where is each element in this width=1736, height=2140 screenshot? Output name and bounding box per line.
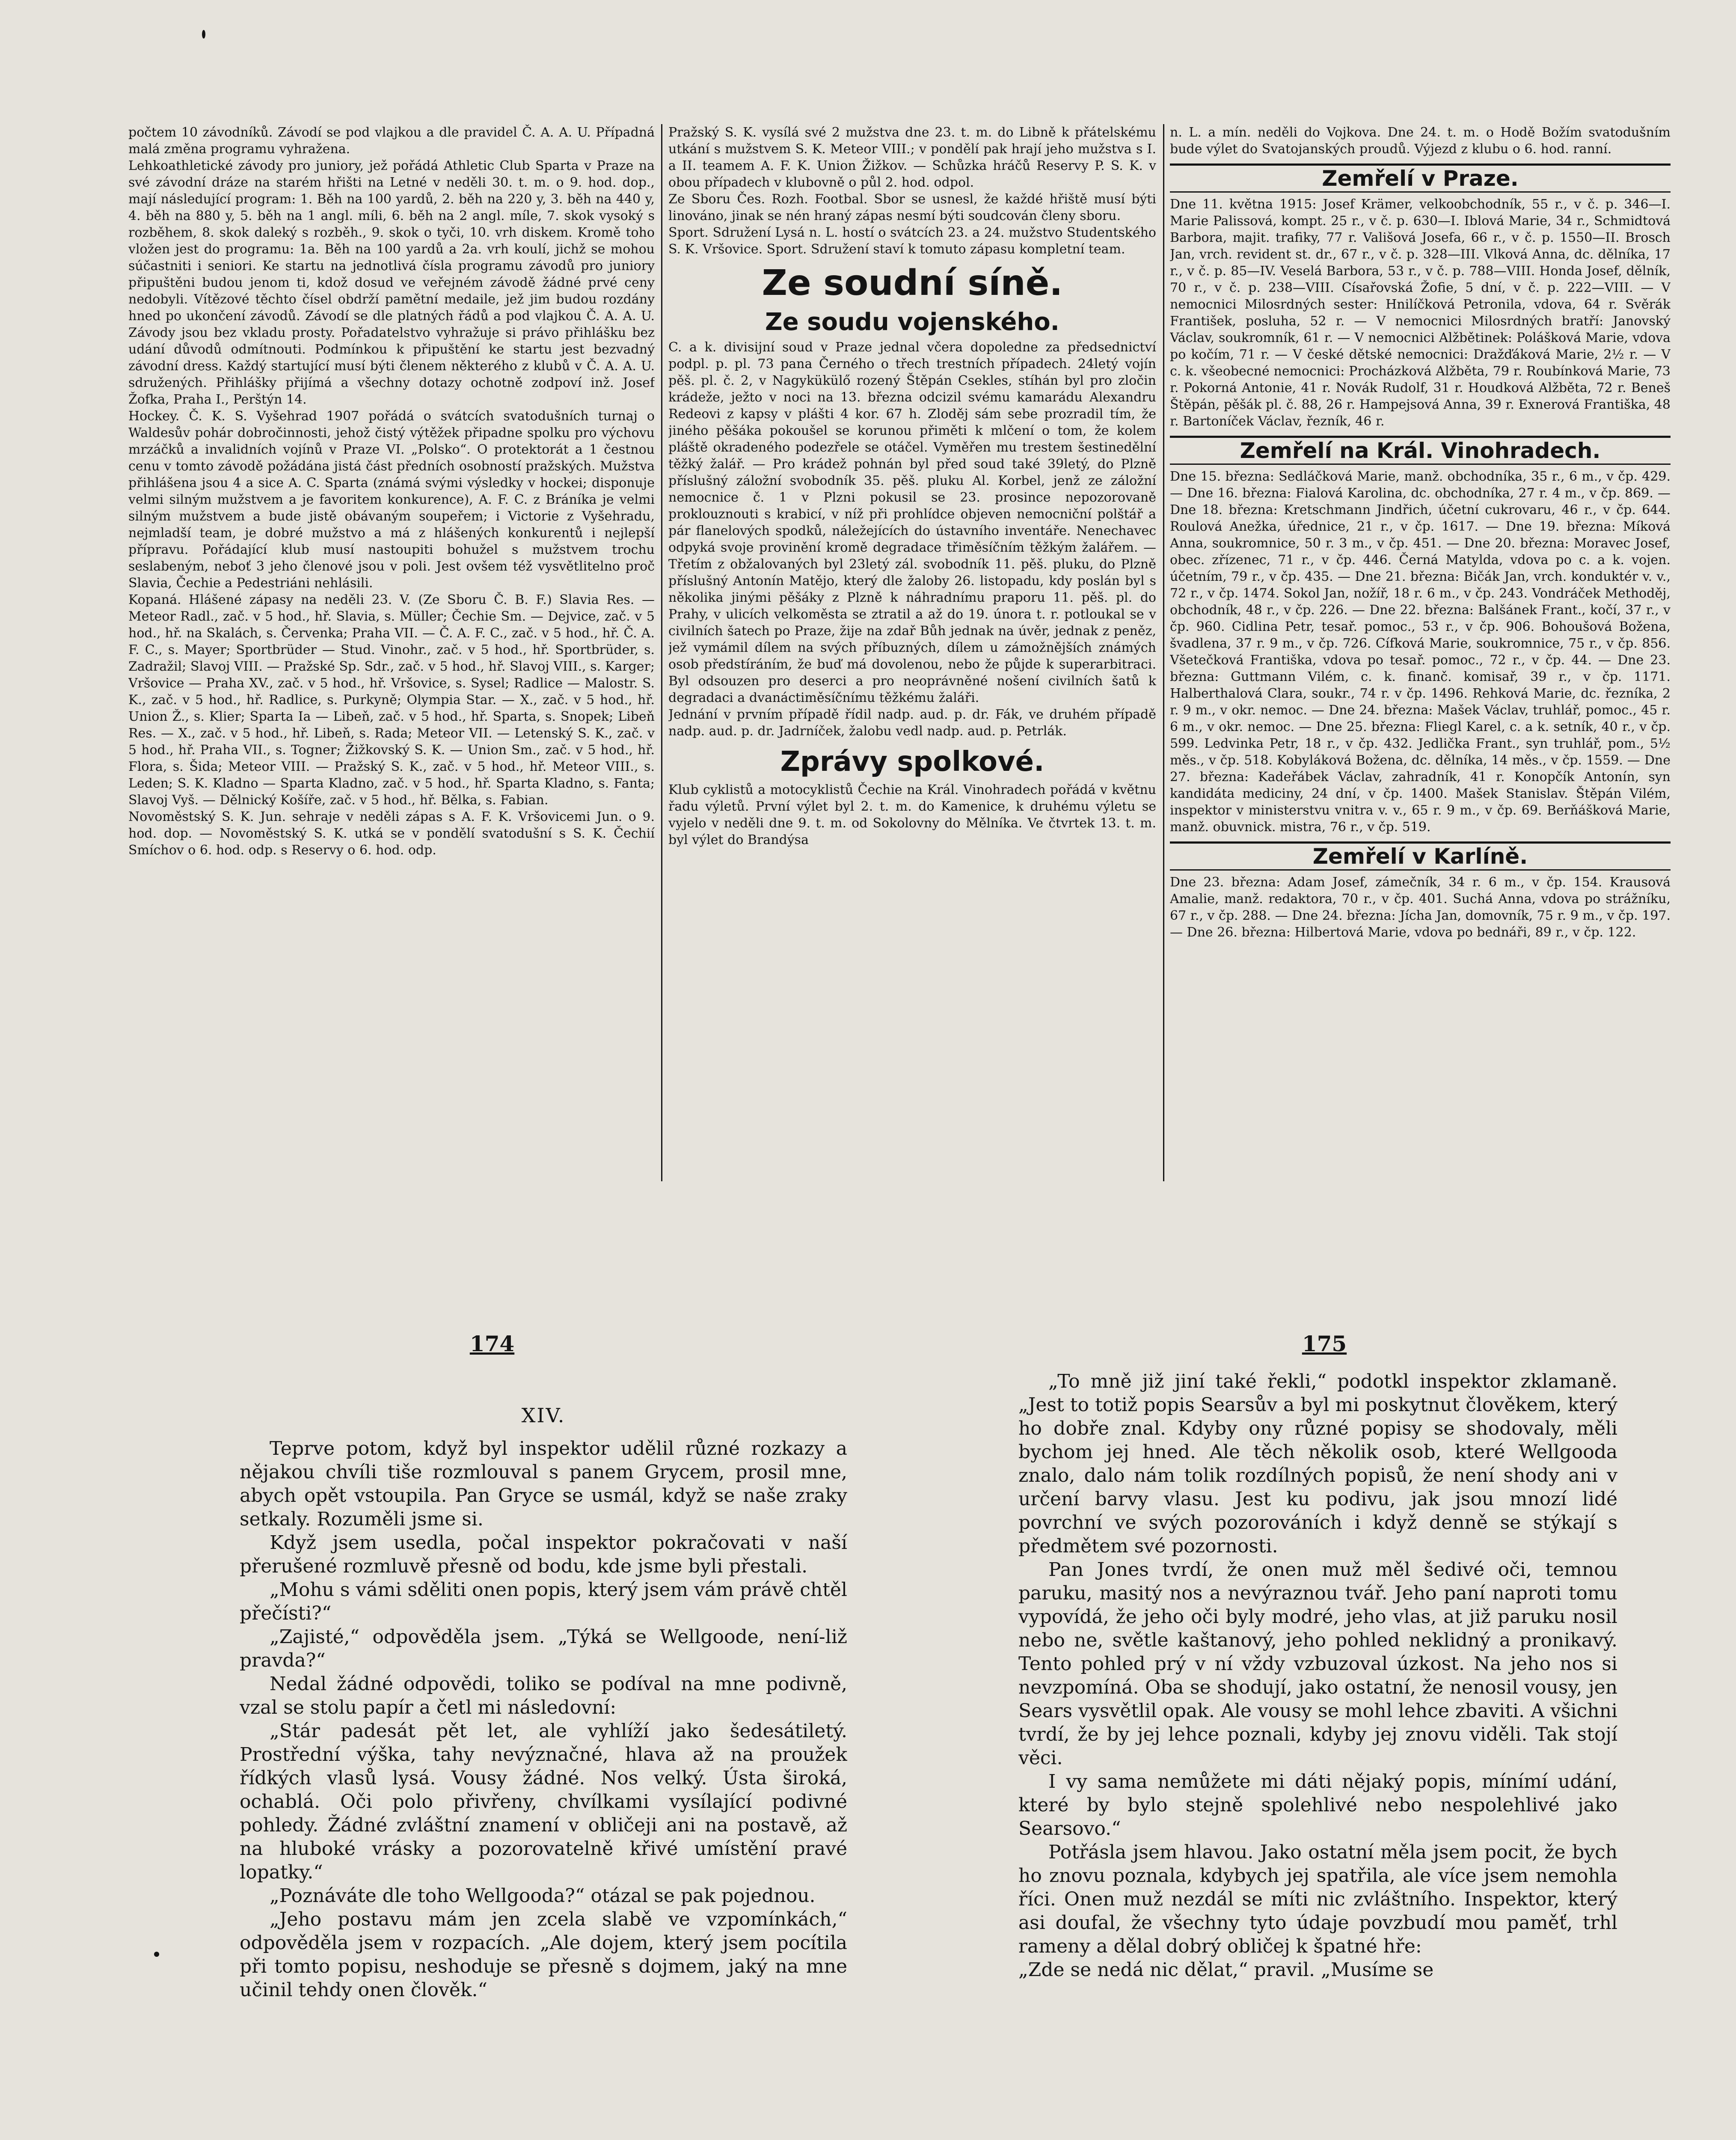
- newspaper-column-2: [668, 124, 1156, 1186]
- referees-notice: Ze Sboru Čes. Rozh. Footbal. Sbor se usnesl, že každé hřiště musí býti linováno, jinak se nén hraný zápas nesmí býti soudcován členy sboru.: [668, 192, 1156, 223]
- athletics-article: Lehkoathletické závody pro juniory, jež pořádá Athletic Club Sparta v Praze na své závodní dráze na starém hřišti na Letné v neděli 30. t. m. o 9. hod. dop., mají následující program: 1. Běh na 100 yardů, 2. běh na 220 y, 3. běh na 440 y, 4. běh na 880 y, 5. běh na 1 angl. míli, 6. běh na 2 angl. míle, 7. skok vysoký s rozběhem, 8. skok daleký s rozběh., 9. skok o tyči, 10. vrh diskem. Kromě toho vložen jest do programu: 1a. Běh na 100 yardů a 2a. vrh koulí, jichž se mohou súčastniti i seniori. Ke startu na jednotlivá čísla programu závodů pro juniory připuštěni budou jenom ti, kdož dosud ve veřejném závodě žádné prvé ceny nedobyli. Vítězové těchto čísel obdrží pamětní medaile, jež jim budou rozdány hned po ukončení závodů. Závodí se dle platných řádů a pod vlajkou Č. A. A. U. Závody jsou bez vkladu prosty. Pořadatelstvo vyhražuje si právo přihlášku bez udání důvodů odmítnouti. Podmínkou k připuštění ke startu jest bezvadný závodní dress. Každý startující musí býti členem některého z klubů v Č. A. A. U. sdružených. Přihlášky přijímá a všechny dotazy ochotně zodpoví inž. Josef Žofka, Praha I., Perštýn 14.: [128, 158, 655, 407]
- newspaper-column-3: [1170, 124, 1671, 1186]
- trip-notice-end: n. L. a mín. neděli do Vojkova. Dne 24. t. m. o Hodě Božím svatodušním bude výlet do Svatojanských proudů. Výjezd z klubu o 6. hod. ranní.: [1170, 125, 1671, 157]
- deaths-prague-heading: Zemřelí v Praze.: [1170, 163, 1671, 193]
- book-paragraph: Potřásla jsem hlavou. Jako ostatní měla jsem pocit, že bych ho znovu poznala, kdybych jej spatřila, ale více jsem nemohla říci. Onen muž nezdál se míti nic zvláštního. Inspektor, který asi doufal, že všechny tyto údaje povzbudí mou paměť, trhl rameny a dělal dobrý obličej k špatné hře:: [1018, 1841, 1617, 1957]
- book-paragraph: „Zajisté,“ odpověděla jsem. „Týká se Wellgoode, není-liž pravda?“: [240, 1626, 847, 1671]
- court-report: C. a k. divisijní soud v Praze jednal včera dopoledne za předsednictví podpl. p. pl. 73 pana Černého o třech trestních případech. 24letý vojín pěš. pl. č. 2, v Nagykükülő rozený Štěpán Csekles, stíhán byl pro zločin krádeže, ježto v noci na 13. března odcizil svému kamarádu Alexandru Redeovi z kapsy v plášti 4 kor. 67 h. Zloděj sám sebe prozradil tím, že jiného pěšáka pokoušel se korunou přiměti k mlčení o tom, že kolem pláště okradeného podezřele se otáčel. Vyměřen mu trestem šestinedělní těžký žalář. — Pro krádež pohnán byl před soud také 39letý, do Plzně příslušný záložní svobodník 35. pěš. pluku Al. Korbel, jenž ze záložní nemocnice č. 1 v Plzni pokusil se 23. prosince nepozorovaně proklouznouti s krabicí, v níž při prohlídce objeven nemocniční polštář a pár flanelových spodků, náležejících do ústavního inventáře. Nenechavec odpyká svoje provinění kromě degradace třiměsíčním těžkým žalářem. — Třetím z obžalovaných byl 23letý zál. svobodník 11. pěš. pluku, do Plzně příslušný Antonín Matějo, který dle žaloby 26. listopadu, kdy poslán byl s několika jinými pěšáky z Plzně k náhradnímu praporu 11. pěš. pl. do Prahy, v ulicích velkoměsta se ztratil a až do 19. února t. r. potloukal se v civilních šatech po Praze, žije na zdař Bůh jednak na úvěr, jednak z peněz, jež vymámil dílem na svých příbuzných, dílem u zámožnějších známých osob předstíráním, že buď má dovolenou, nebo že půjde k superarbitraci. Byl odsouzen pro deserci a pro neoprávněné nošení civilních šatů k degradaci a dvanáctiměsíčnímu těžkému žaláři.: [668, 340, 1156, 705]
- book-paragraph: „Zde se nedá nic dělat,“ pravil. „Musíme se: [1018, 1959, 1434, 1981]
- book-paragraph: Pan Jones tvrdí, že onen muž měl šedivé oči, temnou paruku, masitý nos a nevýraznou tvář. Jeho paní naproti tomu vypovídá, že jeho oči byly modré, jeho vlas, at již paruku nosil nebo ne, světle kaštanový, jeho pohled neklidný a pronikavý. Tento pohled prý v ní vždy vzbuzoval úzkost. Na jeho nos si nevzpomíná. Oba se shodují, jako ostatní, že nenosil vousy, jen Sears vysvětlil opak. Ale vousy se mohl lehce zbaviti. A všichni tvrdí, že by jej lehce poznali, kdyby jej znovu viděli. Tak stojí věci.: [1018, 1559, 1617, 1769]
- column-rule-1: [661, 124, 662, 1181]
- deaths-karlin-heading: Zemřelí v Karlíně.: [1170, 841, 1671, 871]
- book-paragraph: Teprve potom, když byl inspektor udělil různé rozkazy a nějakou chvíli tiše rozmlouval s panem Grycem, prosil mne, abych opět vstoupila. Pan Gryce se usmál, když se naše zraky setkaly. Rozuměli jsme si.: [240, 1438, 847, 1530]
- chapter-number: XIV.: [521, 1404, 566, 1427]
- book-paragraph: „To mně již jiní také řekli,“ podotkl inspektor zklamaně. „Jest to totiž popis Searsův a byl mi poskytnut člověkem, který ho dobře znal. Kdyby ony různé popisy se shodovaly, měli bychom jej hned. Ale těch několik osob, které Wellgooda znalo, dalo nám tolik rozdílných popisů, že není shody ani v určení barvy vlasu. Jest ku podivu, jak jsou mnozí lidé povrchní ve svých pozorováních i když denně se stýkají s předmětem své pozornosti.: [1018, 1370, 1617, 1557]
- deaths-prague-list: Dne 11. května 1915: Josef Krämer, velkoobchodník, 55 r., v č. p. 346—I. Marie Palissová, kompt. 25 r., v č. p. 630—I. Iblová Marie, 34 r., Schmidtová Barbora, majit. trafiky, 77 r. Vališová Josefa, 66 r., v č. p. 1550—II. Brosch Jan, vrch. revident st. dr., 67 r., v č. p. 328—III. Vlková Anna, dc. dělníka, 17 r., v č. p. 85—IV. Veselá Barbora, 53 r., v č. p. 788—VIII. Honda Josef, dělník, 70 r., v č. p. 238—VIII. Císařovská Žofie, 5 dní, v č. p. 222—VIII. — V nemocnici Milosrdných sester: Hnilíčková Petronila, vdova, 64 r. Svěrák František, posluha, 52 r. — V nemocnici Milosrdných bratří: Janovský Václav, soukromník, 61 r. — V nemocnici Alžbětinek: Polášková Marie, vdova po kočím, 71 r. — V české dětské nemocnici: Dražďáková Marie, 2½ r. — V c. k. všeobecné nemocnici: Procházková Alžběta, 79 r. Roubínková Marie, 73 r. Pokorná Antonie, 41 r. Novák Rudolf, 31 r. Houdková Alžběta, 72 r. Beneš Štěpán, pěšák pl. č. 88, 26 r. Hampejsová Anna, 39 r. Exnerová Františka, 48 r. Bartoníček Václav, řezník, 46 r.: [1170, 197, 1671, 429]
- hockey-article: Hockey. Č. K. S. Vyšehrad 1907 pořádá o svátcích svatodušních turnaj o Waldesův pohár dobročinnosti, jehož čistý výtěžek připadne spolku pro výchovu mrzáčků a invalidních vojínů v Praze VI. „Polsko“. O protektorát a 1 čestnou cenu v tomto závodě požádána jistá část předních osobností pražských. Mužstva přihlášena jsou 4 a sice A. C. Sparta (známá svými výsledky v hockei; disponuje velmi silným mužstvem a je favoritem konkurence), A. F. C. z Bráníka je velmi silným mužstvem a bude jistě obávaným soupeřem; i Victorie z Vyšehradu, nejmladší team, je dobré mužstvo a má z hlášených konkurentů i nejlepší přípravu. Pořádající klub musí nastoupiti bohužel s mužstvem trochu seslabeným, neboť 3 jeho členové jsou v poli. Jest ovšem též vysvětlitelno proč Slavia, Čechie a Pedestriáni nehlásili.: [128, 409, 655, 591]
- book-paragraph: I vy sama nemůžete mi dáti nějaký popis, mínímí udání, které by bylo stejně spolehlivé nebo nespolehlivé jako Searsovo.“: [1018, 1771, 1617, 1840]
- book-paragraph: „Jeho postavu mám jen zcela slabě ve vzpomínkách,“ odpověděla jsem v rozpacích. „Ale dojem, který jsem pocítila při tomto popisu, neshoduje se přesně s dojmem, jaký na mne učinil tehdy onen člověk.“: [240, 1908, 847, 2001]
- left-page-number: 174: [469, 1331, 515, 1356]
- newspaper-column-1: [128, 124, 655, 1186]
- cyclists-club-notice: Klub cyklistů a motocyklistů Čechie na Král. Vinohradech pořádá v květnu řadu výletů. První výlet byl 2. t. m. do Kamenice, k druhému výletu se vyjelo v neděli dne 9. t. m. od Sokolovny do Mělníka. Ve čtvrtek 13. t. m. byl výlet do Brandýsa: [668, 782, 1156, 847]
- prazsky-sk-notice: Pražský S. K. vysílá své 2 mužstva dne 23. t. m. do Libně k přátelskému utkání s mužstvem S. K. Meteor VIII.; v pondělí pak hrají jeho mužstva s I. a II. teamem A. F. K. Union Žižkov. — Schůzka hráčů Reservy P. S. K. v obou případech v klubovně o půl 2. hod. odpol.: [668, 125, 1156, 190]
- book-right-page: [1018, 1370, 1617, 2140]
- book-paragraph: Když jsem usedla, počal inspektor pokračovati v naší přerušené rozmluvě přesně od bodu, kde jsme byli přestali.: [240, 1532, 847, 1577]
- football-fixtures: Kopaná. Hlášené zápasy na neděli 23. V. (Ze Sboru Č. B. F.) Slavia Res. — Meteor Radl., zač. v 5 hod., hř. Slavia, s. Müller; Čechie Sm. — Dejvice, zač. v 5 hod., hř. na Skalách, s. Červenka; Praha VII. — Č. A. F. C., zač. v 5 hod., hř. Č. A. F. C., s. Mayer; Sportbrüder — Stud. Vinohr., zač. v 5 hod., hř. Sportbrüder, s. Zadražil; Slavoj VIII. — Pražské Sp. Sdr., zač. v 5 hod., hř. Slavoj VIII., s. Karger; Vršovice — Praha XV., zač. v 5 hod., hř. Vršovice, s. Sysel; Radlice — Malostr. S. K., zač. v 5 hod., hř. Radlice, s. Purkyně; Olympia Star. — X., zač. v 5 hod., hř. Union Ž., s. Klier; Sparta Ia — Libeň, zač. v 5 hod., hř. Sparta, s. Snopek; Libeň Res. — X., zač. v 5 hod., hř. Libeň, s. Rada; Meteor VII. — Letenský S. K., zač. v 5 hod., hř. Praha VII., s. Togner; Žižkovský S. K. — Union Sm., zač. v 5 hod., hř. Flora, s. Šida; Meteor VIII. — Pražský S. K., zač. v 5 hod., hř. Meteor VIII., s. Leden; S. K. Kladno — Sparta Kladno, zač. v 5 hod., hř. Sparta Kladno, s. Fanta; Slavoj Vyš. — Dělnický Košíře, zač. v 5 hod., hř. Bělka, s. Fabian.: [128, 592, 655, 808]
- scan-speck: [154, 1952, 159, 1957]
- military-court-heading: Ze soudu vojenského.: [765, 308, 1059, 336]
- deaths-vinohrady-heading: Zemřelí na Král. Vinohradech.: [1170, 436, 1671, 465]
- book-paragraph: Nedal žádné odpovědi, toliko se podíval na mne podivně, vzal se stolu papír a četl mi následovní:: [240, 1673, 847, 1718]
- sport-notice-end: počtem 10 závodníků. Závodí se pod vlajkou a dle pravidel Č. A. A. U. Případná malá změna programu vyhražena.: [128, 125, 655, 157]
- book-left-page: [240, 1400, 847, 2140]
- column-rule-2: [1163, 124, 1164, 1181]
- book-paragraph: „Stár padesát pět let, ale vyhlíží jako šedesátiletý. Prostřední výška, tahy nevýznačné, hlava až na proužek řídkých vlasů lysá. Vousy žádné. Nos velký. Ústa široká, ochablá. Oči polo přivřeny, chvílkami vysílající podivné pohledy. Žádné zvláštní znamení v obličeji ani na postavě, až na hluboké vrásky a pozorovatelně křivé umístění pravé lopatky.“: [240, 1720, 847, 1883]
- court-officials: Jednání v prvním případě řídil nadp. aud. p. dr. Fák, ve druhém případě nadp. aud. p. dr. Jadrníček, žalobu vedl nadp. aud. p. Petrlák.: [668, 707, 1156, 739]
- club-notice: Novoměstský S. K. Jun. sehraje v neděli zápas s A. F. K. Vršovicemi Jun. o 9. hod. dop. — Novoměstský S. K. utká se v pondělí svatodušní s S. K. Čechií Smíchov o 6. hod. odp. s Reservy o 6. hod. odp.: [128, 809, 655, 858]
- deaths-karlin-list: Dne 23. března: Adam Josef, zámečník, 34 r. 6 m., v čp. 154. Krausová Amalie, manž. redaktora, 70 r., v čp. 401. Suchá Anna, vdova po strážníku, 67 r., v čp. 288. — Dne 24. března: Jícha Jan, domovník, 75 r. 9 m., v čp. 197. — Dne 26. března: Hilbertová Marie, vdova po bednáři, 89 r., v čp. 122.: [1170, 875, 1671, 940]
- book-paragraph: „Mohu s vámi sděliti onen popis, který jsem vám právě chtěl přečísti?“: [240, 1579, 847, 1624]
- deaths-vinohrady-list: Dne 15. března: Sedláčková Marie, manž. obchodníka, 35 r., 6 m., v čp. 429. — Dne 16. března: Fialová Karolina, dc. obchodníka, 27 r. 4 m., v čp. 869. — Dne 18. března: Kretschmann Jindřich, účetní cukrovaru, 46 r., v čp. 644. Roulová Anežka, úřednice, 21 r., v čp. 1617. — Dne 19. března: Míková Anna, soukromnice, 50 r. 3 m., v čp. 451. — Dne 20. března: Moravec Josef, obec. zřízenec, 71 r., v čp. 446. Černá Matylda, vdova po c. a k. vojen. účetním, 79 r., v čp. 435. — Dne 21. března: Bičák Jan, vrch. konduktér v. v., 72 r., v čp. 1474. Sokol Jan, nožíř, 18 r. 6 m., v čp. 243. Vondráček Methoděj, obchodník, 48 r., v čp. 226. — Dne 22. března: Balšánek Frant., kočí, 37 r., v čp. 960. Cidlina Petr, tesař. pomoc., 53 r., v čp. 906. Bohoušová Božena, švadlena, 37 r. 9 m., v čp. 726. Cífková Marie, soukromnice, 75 r., v čp. 856. Všetečková Františka, vdova po tesař. pomoc., 72 r., v čp. 44. — Dne 23. března: Guttmann Vilém, c. k. finanč. komisař, 39 r., v čp. 1171. Halberthalová Clara, soukr., 74 r. v čp. 1496. Rehková Marie, dc. řezníka, 2 r. 9 m., v okr. nemoc. — Dne 24. března: Mašek Václav, truhlář, pomoc., 45 r. 6 m., v okr. nemoc. — Dne 25. března: Fliegl Karel, c. a k. setník, 40 r., v čp. 599. Ledvinka Petr, 18 r., v čp. 432. Jedlička Frant., syn truhlář, pom., 5½ měs., v čp. 518. Kobyláková Božena, dc. dělníka, 14 měs., v čp. 1559. — Dne 27. března: Kadeřábek Václav, zahradník, 41 r. Konopčík Antonín, syn kandidáta mediciny, 24 dní, v čp. 1400. Mašek Stanislav. Štěpán Vilém, inspektor v ministerstvu vnitra v. v., 65 r. 9 m., v čp. 69. Berňášková Marie, manž. obuvnick. mistra, 76 r., v čp. 519.: [1170, 469, 1671, 835]
- right-page-number: 175: [1302, 1331, 1347, 1356]
- court-section-heading: Ze soudní síně.: [762, 263, 1063, 303]
- lysa-notice: Sport. Sdružení Lysá n. L. hostí o svátcích 23. a 24. mužstvo Studentského S. K. Vršovice. Sport. Sdružení staví k tomuto zápasu kompletní team.: [668, 225, 1156, 257]
- societies-heading: Zprávy spolkové.: [780, 746, 1045, 778]
- scan-speck: [202, 30, 205, 39]
- book-paragraph: „Poznáváte dle toho Wellgooda?“ otázal se pak pojednou.: [270, 1885, 816, 1907]
